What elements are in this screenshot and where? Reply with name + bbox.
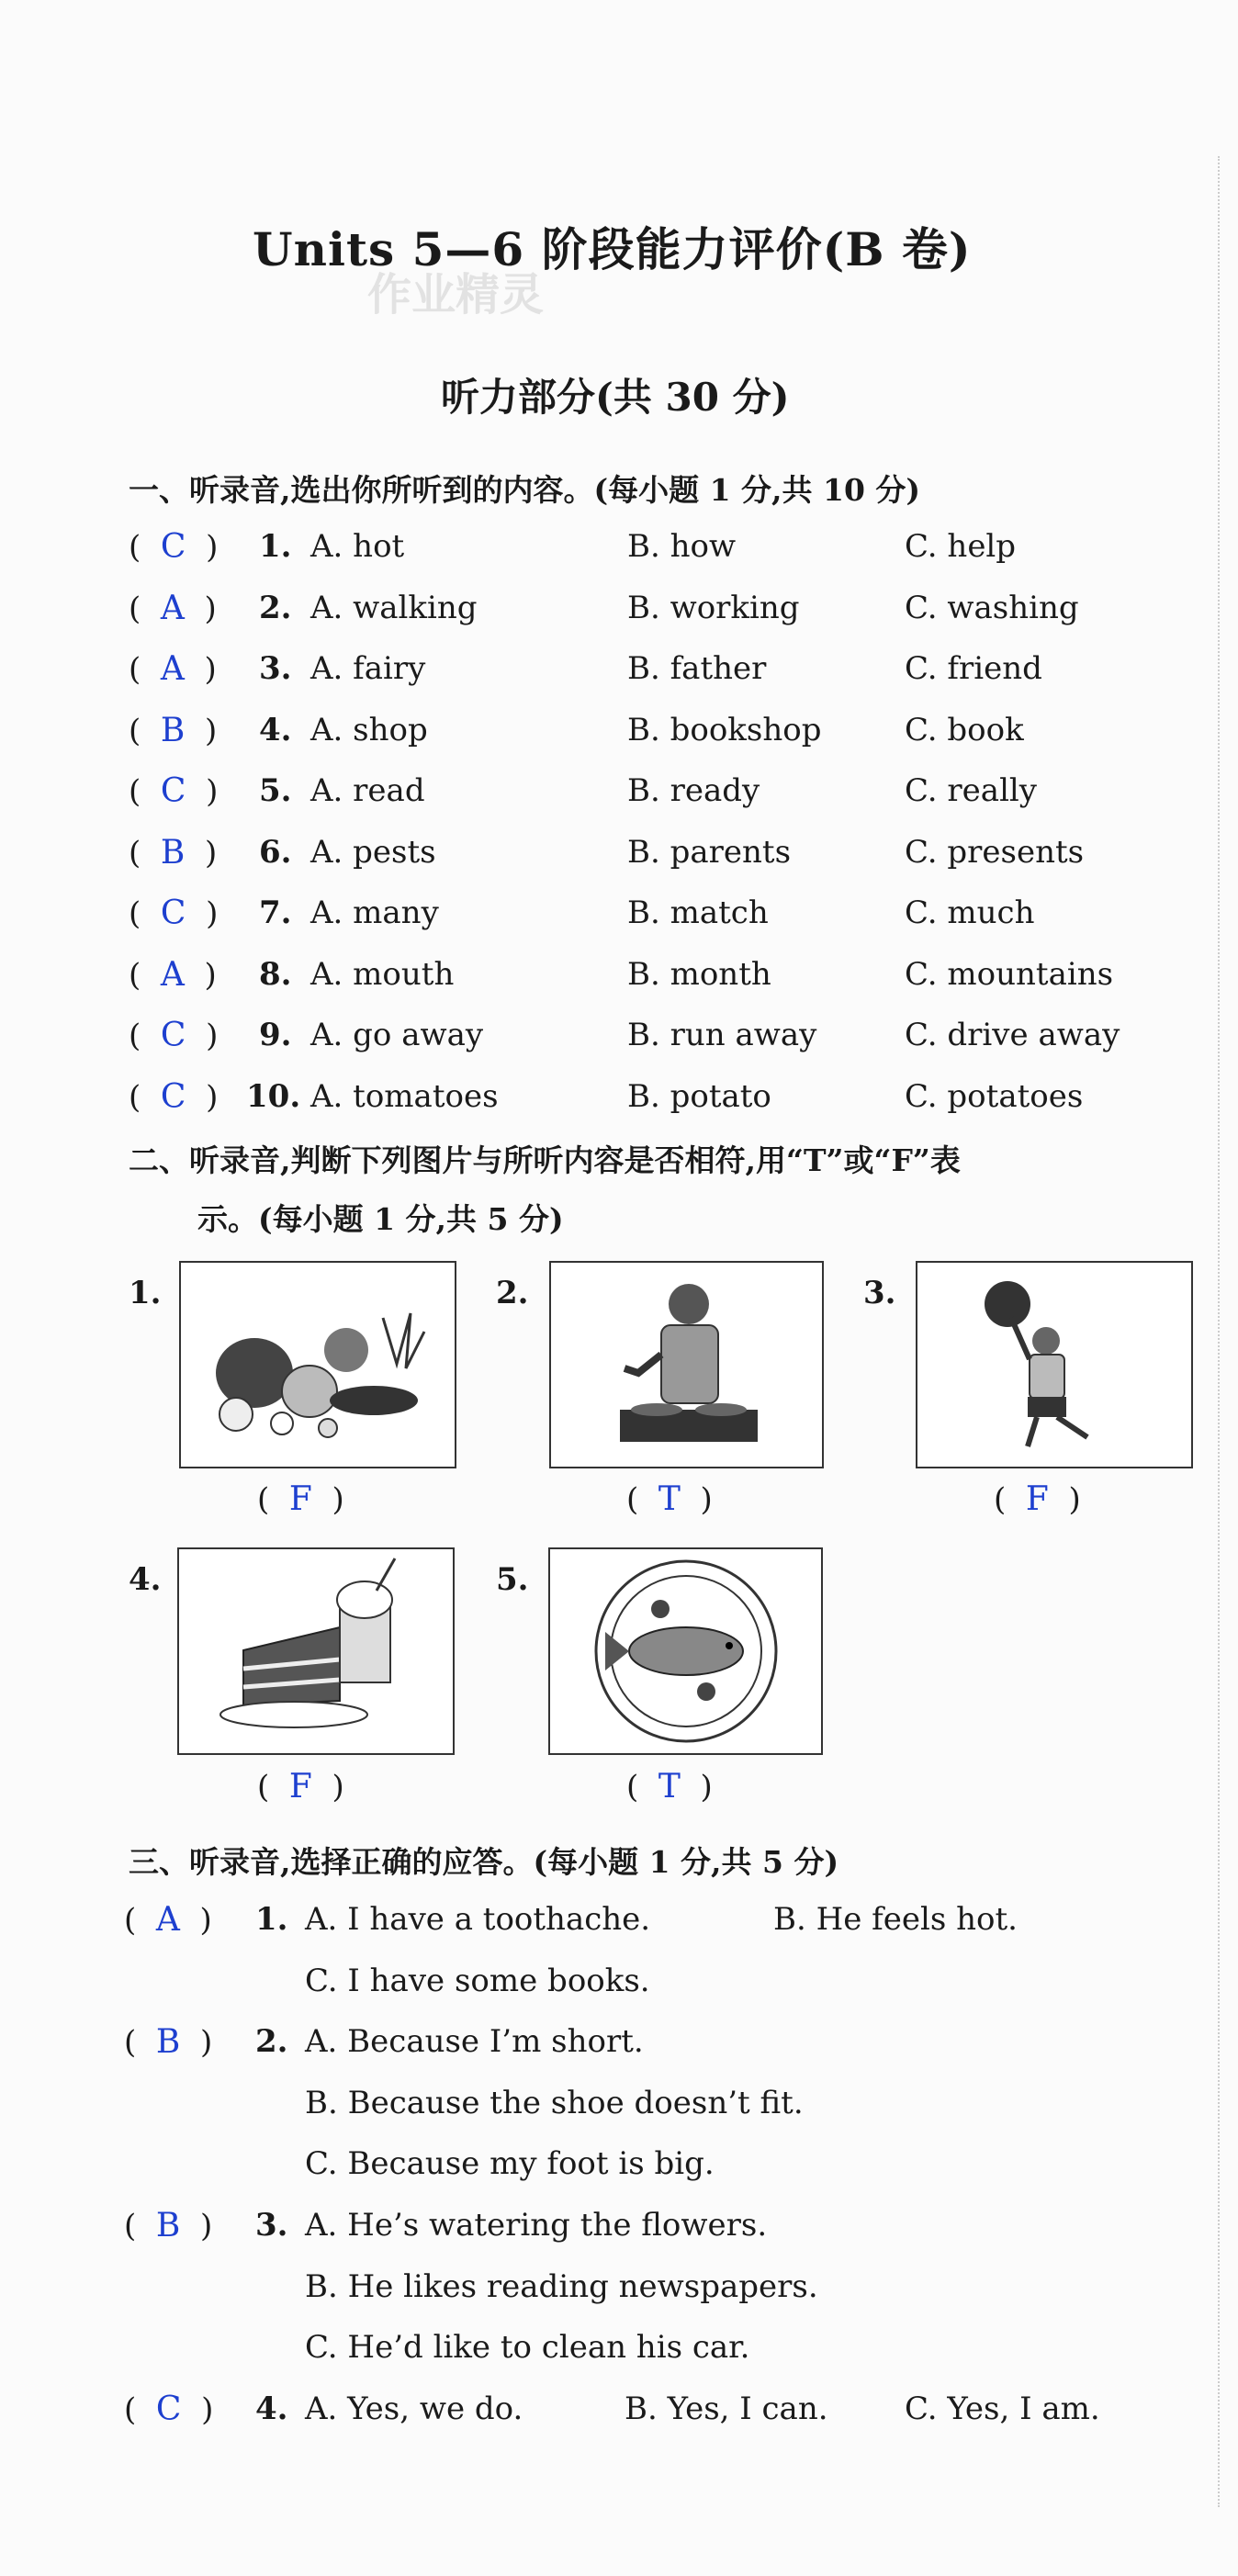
answer: F bbox=[288, 1768, 312, 1805]
answer: B bbox=[160, 711, 186, 749]
answer: A bbox=[160, 955, 185, 994]
answer: F bbox=[1025, 1480, 1049, 1518]
option-b: B. father bbox=[627, 650, 767, 687]
picture-frame-2 bbox=[549, 1261, 824, 1468]
part-title: 听力部分(共 30 分) bbox=[441, 375, 790, 420]
man-cooking-icon bbox=[551, 1263, 822, 1467]
picture-frame-1 bbox=[179, 1261, 456, 1468]
option-a: A. mouth bbox=[310, 955, 455, 993]
q2-number: 2. bbox=[255, 2023, 288, 2060]
question-number: 1. bbox=[259, 528, 292, 565]
picture-answer-3: ( F ) bbox=[994, 1480, 1081, 1518]
question-number: 8. bbox=[259, 955, 292, 993]
option-a: A. read bbox=[310, 772, 425, 809]
fish-plate-icon bbox=[550, 1549, 821, 1753]
answer-paren: ( C ) bbox=[129, 528, 219, 566]
q3-option-b: B. He likes reading newspapers. bbox=[305, 2268, 818, 2305]
answer: C bbox=[160, 1017, 186, 1054]
answer-paren: ( A ) bbox=[129, 650, 217, 688]
option-b: B. potato bbox=[627, 1077, 771, 1115]
q4-option-c: C. Yes, I am. bbox=[905, 2390, 1100, 2427]
answer-paren: ( C ) bbox=[129, 1017, 219, 1054]
answer: F bbox=[288, 1480, 312, 1518]
answer-paren: ( C ) bbox=[129, 894, 219, 932]
picture-answer-1: ( F ) bbox=[257, 1480, 344, 1518]
section1-heading: 一、听录音,选出你所听到的内容。(每小题 1 分,共 10 分) bbox=[129, 472, 921, 508]
q3-option-c: C. He’d like to clean his car. bbox=[305, 2329, 750, 2366]
option-a: A. pests bbox=[310, 833, 436, 871]
q4-option-b: B. Yes, I can. bbox=[625, 2390, 828, 2427]
picture-number: 5. bbox=[496, 1561, 529, 1598]
option-b: B. how bbox=[627, 528, 737, 565]
q2-answer: ( B ) bbox=[124, 2023, 213, 2061]
picture-frame-4 bbox=[177, 1547, 455, 1755]
answer: T bbox=[658, 1480, 681, 1518]
cake-drink-icon bbox=[179, 1549, 453, 1753]
option-a: A. hot bbox=[310, 528, 405, 565]
picture-number: 1. bbox=[129, 1275, 162, 1311]
question-number: 3. bbox=[259, 650, 292, 687]
answer: C bbox=[160, 772, 186, 810]
section3-heading: 三、听录音,选择正确的应答。(每小题 1 分,共 5 分) bbox=[129, 1844, 839, 1880]
q2-option-b: B. Because the shoe doesn’t fit. bbox=[305, 2085, 804, 2121]
q3-answer: ( B ) bbox=[124, 2207, 213, 2244]
option-c: C. mountains bbox=[905, 955, 1114, 993]
picture-answer-5: ( T ) bbox=[626, 1768, 713, 1805]
option-a: A. fairy bbox=[310, 650, 426, 687]
option-c: C. presents bbox=[905, 833, 1085, 871]
option-c: C. help bbox=[905, 528, 1017, 565]
option-a: A. many bbox=[310, 894, 439, 931]
answer: A bbox=[160, 650, 185, 688]
question-number: 4. bbox=[259, 711, 292, 748]
option-c: C. book bbox=[905, 711, 1024, 748]
option-b: B. bookshop bbox=[627, 711, 822, 748]
answer: C bbox=[160, 528, 186, 566]
option-b: B. ready bbox=[627, 772, 760, 809]
option-b: B. working bbox=[627, 589, 800, 626]
answer: T bbox=[658, 1768, 681, 1805]
answer-paren: ( C ) bbox=[129, 772, 219, 810]
vegetables-icon bbox=[181, 1263, 455, 1467]
option-c: C. potatoes bbox=[905, 1077, 1084, 1115]
question-number: 7. bbox=[259, 894, 292, 931]
q2-option-a: A. Because I’m short. bbox=[305, 2023, 644, 2060]
answer-paren: ( C ) bbox=[129, 1077, 219, 1116]
answer: A bbox=[155, 1901, 180, 1939]
answer-paren: ( B ) bbox=[129, 833, 218, 872]
question-number: 10. bbox=[246, 1077, 301, 1115]
answer-paren: ( B ) bbox=[129, 711, 218, 749]
option-a: A. walking bbox=[310, 589, 478, 626]
picture-answer-2: ( T ) bbox=[626, 1480, 713, 1518]
option-c: C. much bbox=[905, 894, 1035, 931]
page-edge-line bbox=[1216, 156, 1220, 2507]
q2-option-c: C. Because my foot is big. bbox=[305, 2145, 715, 2182]
section2-heading-line1: 二、听录音,判断下列图片与所听内容是否相符,用“T”或“F”表 bbox=[129, 1142, 961, 1178]
answer: A bbox=[160, 589, 185, 627]
option-c: C. really bbox=[905, 772, 1038, 809]
picture-number: 2. bbox=[496, 1275, 529, 1311]
question-number: 6. bbox=[259, 833, 292, 871]
option-a: A. go away bbox=[310, 1017, 484, 1053]
answer: B bbox=[155, 2207, 181, 2244]
page-title: Units 5—6 阶段能力评价(B 卷) bbox=[253, 222, 972, 276]
section2-heading-line2: 示。(每小题 1 分,共 5 分) bbox=[197, 1201, 564, 1237]
option-a: A. shop bbox=[310, 711, 428, 748]
q1-option-b: B. He feels hot. bbox=[773, 1901, 1018, 1938]
answer: B bbox=[160, 833, 186, 872]
question-number: 2. bbox=[259, 589, 292, 626]
q4-number: 4. bbox=[255, 2390, 288, 2427]
answer-paren: ( A ) bbox=[129, 589, 217, 627]
answer: C bbox=[155, 2390, 182, 2428]
q1-number: 1. bbox=[255, 1901, 288, 1938]
option-b: B. run away bbox=[627, 1017, 817, 1053]
q4-option-a: A. Yes, we do. bbox=[305, 2390, 523, 2427]
q1-option-c: C. I have some books. bbox=[305, 1963, 650, 1999]
option-b: B. parents bbox=[627, 833, 792, 871]
q1-option-a: A. I have a toothache. bbox=[305, 1901, 651, 1938]
answer-paren: ( A ) bbox=[129, 955, 217, 994]
picture-number: 4. bbox=[129, 1561, 162, 1598]
watermark: 作业精灵 bbox=[367, 269, 545, 321]
boy-basketball-icon bbox=[917, 1263, 1191, 1467]
option-c: C. drive away bbox=[905, 1017, 1120, 1053]
option-c: C. washing bbox=[905, 589, 1079, 626]
answer: C bbox=[160, 1077, 186, 1116]
q1-answer: ( A ) bbox=[124, 1901, 212, 1939]
q3-option-a: A. He’s watering the flowers. bbox=[305, 2207, 768, 2244]
answer: B bbox=[155, 2023, 181, 2061]
option-b: B. month bbox=[627, 955, 771, 993]
picture-answer-4: ( F ) bbox=[257, 1768, 344, 1805]
picture-number: 3. bbox=[863, 1275, 896, 1311]
option-b: B. match bbox=[627, 894, 769, 931]
answer: C bbox=[160, 894, 186, 932]
question-number: 9. bbox=[259, 1017, 292, 1053]
option-a: A. tomatoes bbox=[310, 1077, 499, 1115]
picture-frame-3 bbox=[916, 1261, 1193, 1468]
option-c: C. friend bbox=[905, 650, 1042, 687]
picture-frame-5 bbox=[548, 1547, 823, 1755]
question-number: 5. bbox=[259, 772, 292, 809]
q3-number: 3. bbox=[255, 2207, 288, 2244]
q4-answer: ( C ) bbox=[124, 2390, 214, 2428]
